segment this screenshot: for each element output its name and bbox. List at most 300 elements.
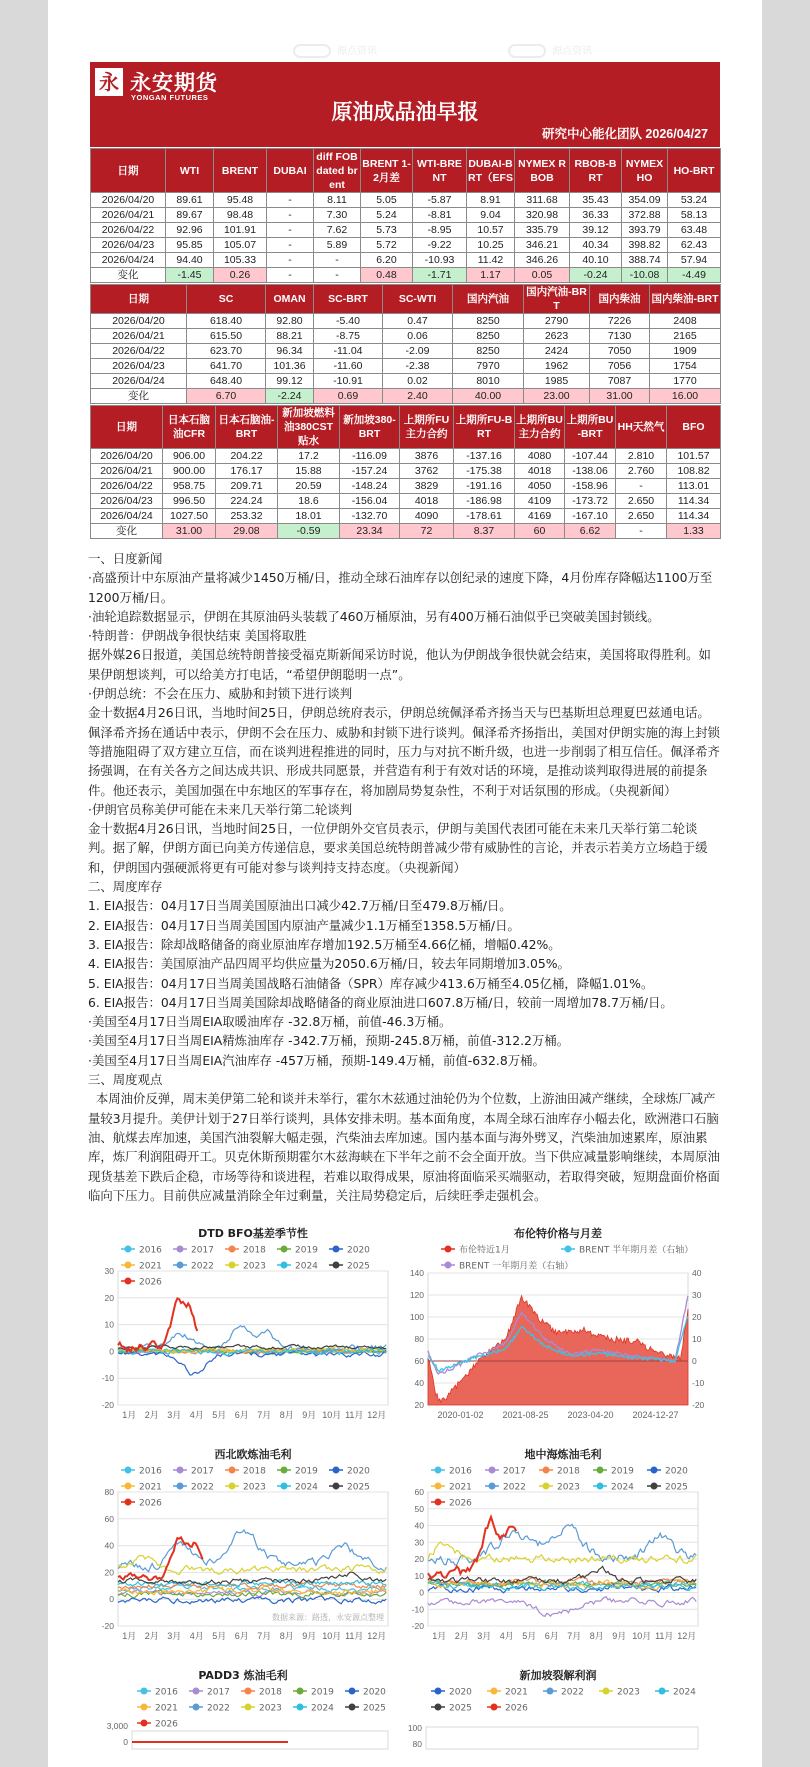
column-header: 国内汽油 <box>453 285 524 314</box>
value-cell: 2408 <box>650 314 721 329</box>
value-cell: - <box>267 223 314 238</box>
date-cell: 2026/04/24 <box>91 253 166 268</box>
change-down-cell: -0.59 <box>278 524 340 539</box>
legend-marker-icon <box>125 1467 132 1474</box>
value-cell: -8.95 <box>413 223 467 238</box>
x-tick-label: 3月 <box>167 1631 182 1642</box>
value-cell: -132.70 <box>340 509 400 524</box>
legend-item <box>121 1262 162 1272</box>
value-cell: 311.68 <box>515 193 570 208</box>
change-label: 变化 <box>91 268 166 283</box>
value-cell: 1754 <box>650 359 721 374</box>
value-cell: 4090 <box>400 509 454 524</box>
value-cell: 7226 <box>590 314 650 329</box>
column-header: 上期所FU-BRT <box>454 406 515 449</box>
legend-item <box>137 1704 178 1714</box>
value-cell: 96.34 <box>266 344 314 359</box>
legend-marker-icon <box>435 1483 442 1490</box>
news-paragraph: ·高盛预计中东原油产量将减少1450万桶/日，推动全球石油库存以创纪录的速度下降，4月份库存降幅达1100万至1200万桶/日。 <box>88 570 713 605</box>
value-cell: -5.87 <box>413 193 467 208</box>
chart-title: DTD BFO基差季节性 <box>198 1227 308 1241</box>
value-cell: - <box>314 253 361 268</box>
legend-label: 2020 <box>363 1687 386 1698</box>
value-cell: - <box>267 253 314 268</box>
legend-label: 2026 <box>139 1498 162 1509</box>
date-cell: 2026/04/21 <box>91 464 163 479</box>
value-cell: 101.57 <box>667 449 721 464</box>
table-row <box>91 509 721 524</box>
value-cell: 63.48 <box>668 223 721 238</box>
value-cell: 94.40 <box>166 253 214 268</box>
value-cell: 2.760 <box>616 464 667 479</box>
x-tick-label: 9月 <box>302 1410 317 1421</box>
value-cell: 346.26 <box>515 253 570 268</box>
value-cell: 906.00 <box>163 449 216 464</box>
plot-area <box>132 1731 388 1749</box>
x-tick-label: 2021-08-25 <box>502 1410 549 1421</box>
legend-label: 布伦特近1月 <box>459 1245 510 1256</box>
news-paragraph: ·特朗普：伊朗战争很快结束 美国将取胜 <box>88 628 307 644</box>
legend-marker-icon <box>229 1246 236 1253</box>
chart-title: PADD3 炼油毛利 <box>198 1669 288 1683</box>
value-cell: 618.40 <box>187 314 266 329</box>
table-row <box>91 464 721 479</box>
legend-marker-icon <box>245 1704 252 1711</box>
column-header: 上期所FU主力合约 <box>400 406 454 449</box>
y-tick-label: 10 <box>104 1319 114 1330</box>
news-paragraph: ·伊朗总统：不会在压力、威胁和封锁下进行谈判 <box>88 686 353 702</box>
value-cell: -116.09 <box>340 449 400 464</box>
table-row <box>91 253 721 268</box>
value-cell: 0.47 <box>383 314 453 329</box>
legend-item <box>593 1467 634 1477</box>
news-paragraph: 据外媒26日报道，美国总统特朗普接受福克斯新闻采访时说，他认为伊朗战争很快就会结束，美国将取得胜利。如果伊朗想谈判，可以给美方打电话，“希望伊朗聪明一点”。 <box>88 647 711 682</box>
legend-marker-icon <box>491 1704 498 1711</box>
series-area-brent-front-month <box>428 1296 688 1405</box>
report-title: 原油成品油早报 <box>331 100 479 124</box>
legend-item <box>277 1262 318 1272</box>
naphtha-fuel-oil-table <box>90 405 721 539</box>
legend-item <box>345 1688 386 1698</box>
x-tick-label: 8月 <box>589 1631 604 1642</box>
value-cell: 17.2 <box>278 449 340 464</box>
change-row <box>91 524 721 539</box>
y-tick-label: 140 <box>409 1268 424 1279</box>
change-row <box>91 389 721 404</box>
legend-marker-icon <box>281 1246 288 1253</box>
legend-item <box>647 1467 688 1477</box>
legend-item <box>431 1704 472 1714</box>
change-down-cell: -0.24 <box>570 268 622 283</box>
value-cell: 89.61 <box>166 193 214 208</box>
legend-label: 2019 <box>295 1245 318 1256</box>
news-paragraph: 5. EIA报告：04月17日当周美国战略石油储备（SPR）库存减少413.6万桶至4.05亿桶，降幅1.01%。 <box>88 975 654 991</box>
legend-item <box>485 1467 526 1477</box>
value-cell: 224.24 <box>216 494 278 509</box>
legend-marker-icon <box>177 1246 184 1253</box>
value-cell: -186.98 <box>454 494 515 509</box>
table-row <box>91 374 721 389</box>
legend-marker-icon <box>141 1704 148 1711</box>
y-tick-label: 80 <box>414 1334 424 1345</box>
x-tick-label: 2020-01-02 <box>437 1410 484 1421</box>
value-cell: 8.11 <box>314 193 361 208</box>
legend-marker-icon <box>435 1688 442 1695</box>
change-cell: - <box>314 268 361 283</box>
legend-item <box>345 1704 386 1714</box>
legend-label: 2023 <box>557 1482 580 1493</box>
legend-item <box>561 1244 693 1256</box>
date-cell: 2026/04/23 <box>91 494 163 509</box>
value-cell: 62.43 <box>668 238 721 253</box>
plot-area <box>118 1271 388 1405</box>
news-paragraph: ·油轮追踪数据显示，伊朗在其原油码头装载了460万桶原油，另有400万桶石油似乎已突破美国封锁线。 <box>88 608 660 624</box>
change-up-cell: 31.00 <box>590 389 650 404</box>
value-cell: 10.25 <box>467 238 515 253</box>
x-tick-label: 11月 <box>655 1631 674 1642</box>
table-header-row <box>91 149 721 193</box>
legend-label: 2025 <box>449 1703 472 1714</box>
news-paragraph: ·美国至4月17日当周EIA取暖油库存 -32.8万桶，前值-46.3万桶。 <box>88 1014 452 1030</box>
table-row <box>91 344 721 359</box>
legend-item <box>173 1483 214 1493</box>
value-cell: 176.17 <box>216 464 278 479</box>
legend-item <box>431 1499 472 1509</box>
change-up-cell: 72 <box>400 524 454 539</box>
value-cell: 105.07 <box>214 238 267 253</box>
value-cell: -191.16 <box>454 479 515 494</box>
value-cell: 5.05 <box>361 193 413 208</box>
value-cell: 105.33 <box>214 253 267 268</box>
legend-label: 2022 <box>191 1482 214 1493</box>
value-cell: 7130 <box>590 329 650 344</box>
legend-marker-icon <box>333 1246 340 1253</box>
value-cell: - <box>267 238 314 253</box>
value-cell: 204.22 <box>216 449 278 464</box>
legend-marker-icon <box>435 1467 442 1474</box>
value-cell: 7087 <box>590 374 650 389</box>
legend-label: 2024 <box>295 1482 318 1493</box>
column-header: HO-BRT <box>668 149 721 193</box>
value-cell: 4109 <box>515 494 565 509</box>
value-cell: 6.20 <box>361 253 413 268</box>
legend-label: 2025 <box>347 1261 370 1272</box>
column-header: 日期 <box>91 149 166 193</box>
value-cell: 354.09 <box>622 193 668 208</box>
value-cell: -156.04 <box>340 494 400 509</box>
news-paragraph: 金十数据4月26日讯，当地时间25日，一位伊朗外交官员表示，伊朗与美国代表团可能在未来几天举行第二轮谈判。据了解，伊朗方面已向美方传递信息，要求美国总统特朗普减少带有威胁性的言论，并表示若美方立场趋于缓和，伊朗国内强硬派将更有可能对参与谈判持支持态度。（央视新闻） <box>88 821 708 875</box>
report-content <box>88 0 728 1767</box>
legend-marker-icon <box>177 1467 184 1474</box>
legend-item <box>431 1467 472 1477</box>
y-tick-label: 30 <box>104 1266 114 1277</box>
date-cell: 2026/04/22 <box>91 479 163 494</box>
column-header: 上期所BU-BRT <box>565 406 616 449</box>
legend-item <box>173 1467 214 1477</box>
legend-item <box>121 1467 162 1477</box>
legend-marker-icon <box>125 1246 132 1253</box>
x-tick-label: 10月 <box>322 1410 342 1421</box>
legend-item <box>329 1246 370 1256</box>
legend-item <box>121 1278 162 1288</box>
y-tick-label: 40 <box>414 1520 424 1531</box>
legend-label: 2021 <box>449 1482 472 1493</box>
x-tick-label: 6月 <box>234 1631 249 1642</box>
value-cell: 40.10 <box>570 253 622 268</box>
value-cell: 108.82 <box>667 464 721 479</box>
news-paragraph: 本周油价反弹，周末美伊第二轮和谈并未举行，霍尔木兹通过油轮仍为个位数，上游油田减产继续，全球炼厂减产量较3月提升。美伊计划于27日举行谈判，具体安排未明。基本面角度，本周全球石油库存小幅去化，欧洲港口石脑油、航煤去库加速，美国汽油裂解大幅走强，汽柴油去库加速。国内基本面与海外劈叉，汽柴油加速累库，原油累库，炼厂利润阻碍开工。贝克休斯预期霍尔木兹海峡在下半年之前不会全面开放。当下供应减量影响继续，本周原油现货基差下跌后企稳，市场等待和谈进程，若难以取得成果，原油将面临采买端驱动，若取得突破，短期盘面价格面临向下压力。目前供应减量消除全年过剩量，关注局势稳定后，后续旺季走强机会。 <box>88 1091 720 1203</box>
value-cell: 114.34 <box>667 509 721 524</box>
change-up-cell: 6.70 <box>187 389 266 404</box>
legend-label: 2018 <box>243 1245 266 1256</box>
legend-label: 2026 <box>505 1703 528 1714</box>
x-tick-label: 3月 <box>167 1410 182 1421</box>
chart-padd3-margin <box>88 1665 398 1751</box>
change-up-cell: 1.33 <box>667 524 721 539</box>
value-cell: 209.71 <box>216 479 278 494</box>
change-up-cell: 60 <box>515 524 565 539</box>
change-up-cell: 2.40 <box>383 389 453 404</box>
value-cell: 3876 <box>400 449 454 464</box>
value-cell: -175.38 <box>454 464 515 479</box>
y-tick-label: -20 <box>411 1621 424 1632</box>
legend-item <box>293 1704 334 1714</box>
x-tick-label: 6月 <box>234 1410 249 1421</box>
x-tick-label: 7月 <box>567 1631 582 1642</box>
chart-title: 新加坡裂解利润 <box>519 1669 597 1683</box>
legend-marker-icon <box>125 1499 132 1506</box>
date-cell: 2026/04/23 <box>91 359 187 374</box>
legend-marker-icon <box>141 1688 148 1695</box>
y-tick-label: -20 <box>101 1400 114 1411</box>
legend-marker-icon <box>229 1262 236 1269</box>
column-header: BRENT <box>214 149 267 193</box>
legend-marker-icon <box>177 1262 184 1269</box>
y-tick-label: 0 <box>123 1737 128 1748</box>
legend-item <box>599 1688 640 1698</box>
legend-marker-icon <box>141 1720 148 1727</box>
table-row <box>91 494 721 509</box>
legend-label: 2024 <box>295 1261 318 1272</box>
x-tick-label: 4月 <box>189 1631 204 1642</box>
section-heading: 二、周度库存 <box>88 879 163 895</box>
value-cell: 53.24 <box>668 193 721 208</box>
legend-item <box>487 1688 528 1698</box>
column-header: 新加坡380-BRT <box>340 406 400 449</box>
legend-label: 2022 <box>207 1703 230 1714</box>
value-cell: 8250 <box>453 329 524 344</box>
legend-label: 2016 <box>449 1466 472 1477</box>
legend-item <box>137 1720 178 1730</box>
value-cell: 7056 <box>590 359 650 374</box>
value-cell: 4018 <box>400 494 454 509</box>
legend-label: 2020 <box>449 1687 472 1698</box>
value-cell: 253.32 <box>216 509 278 524</box>
x-tick-label: 8月 <box>279 1631 294 1642</box>
legend-item <box>189 1704 230 1714</box>
legend-marker-icon <box>349 1688 356 1695</box>
y-tick-label: 20 <box>104 1567 114 1578</box>
value-cell: 88.21 <box>266 329 314 344</box>
legend-label: 2018 <box>557 1466 580 1477</box>
table-row <box>91 193 721 208</box>
value-cell: 8.91 <box>467 193 515 208</box>
x-tick-label: 11月 <box>345 1410 364 1421</box>
legend-label: 2025 <box>665 1482 688 1493</box>
y-tick-label: 0 <box>109 1346 114 1357</box>
legend-item <box>121 1483 162 1493</box>
y2-tick-label: -10 <box>692 1378 705 1389</box>
value-cell: 92.96 <box>166 223 214 238</box>
news-paragraph: 4. EIA报告：美国原油产品四周平均供应量为2050.6万桶/日，较去年同期增加3.05%。 <box>88 956 570 972</box>
column-header: HH天然气 <box>616 406 667 449</box>
value-cell: 95.48 <box>214 193 267 208</box>
watermark-text: 源点资讯 <box>337 46 377 57</box>
legend-marker-icon <box>193 1704 200 1711</box>
series-line-2020 <box>118 1350 386 1375</box>
legend-item <box>225 1262 266 1272</box>
legend-marker-icon <box>193 1688 200 1695</box>
x-tick-label: 5月 <box>522 1631 537 1642</box>
legend-item <box>431 1483 472 1493</box>
legend-marker-icon <box>603 1688 610 1695</box>
news-paragraph: ·伊朗官员称美伊可能在未来几天举行第二轮谈判 <box>88 801 353 817</box>
legend-label: 2018 <box>243 1466 266 1477</box>
y-tick-label: 100 <box>407 1723 422 1734</box>
value-cell: -2.09 <box>383 344 453 359</box>
legend-label: 2016 <box>155 1687 178 1698</box>
value-cell: 1985 <box>524 374 590 389</box>
series-line-2026 <box>118 1537 203 1580</box>
y-tick-label: 20 <box>414 1554 424 1565</box>
value-cell: 113.01 <box>667 479 721 494</box>
legend-marker-icon <box>543 1483 550 1490</box>
legend-marker-icon <box>651 1483 658 1490</box>
column-header: 上期所BU主力合约 <box>515 406 565 449</box>
x-tick-label: 7月 <box>257 1410 272 1421</box>
value-cell: 320.98 <box>515 208 570 223</box>
value-cell: -158.96 <box>565 479 616 494</box>
value-cell: -107.44 <box>565 449 616 464</box>
value-cell: 346.21 <box>515 238 570 253</box>
legend-label: 2026 <box>139 1277 162 1288</box>
legend-label: 2017 <box>191 1466 214 1477</box>
date-cell: 2026/04/22 <box>91 344 187 359</box>
crude-benchmark-table <box>90 148 721 283</box>
date-cell: 2026/04/21 <box>91 329 187 344</box>
legend-label: 2021 <box>139 1482 162 1493</box>
column-header: 国内柴油-BRT <box>650 285 721 314</box>
value-cell: 2.650 <box>616 509 667 524</box>
y-tick-label: 50 <box>414 1503 424 1514</box>
x-tick-label: 5月 <box>212 1410 227 1421</box>
value-cell: 4169 <box>515 509 565 524</box>
date-cell: 2026/04/24 <box>91 509 163 524</box>
column-header: 日本石脑油-BRT <box>216 406 278 449</box>
value-cell: -9.22 <box>413 238 467 253</box>
change-up-cell: 1.17 <box>467 268 515 283</box>
value-cell: 15.88 <box>278 464 340 479</box>
chart-title: 地中海炼油毛利 <box>524 1448 602 1462</box>
legend-label: 2017 <box>191 1245 214 1256</box>
value-cell: -5.40 <box>314 314 383 329</box>
legend-marker-icon <box>597 1483 604 1490</box>
table-row <box>91 238 721 253</box>
x-tick-label: 10月 <box>632 1631 652 1642</box>
change-label: 变化 <box>91 389 187 404</box>
column-header: SC-WTI <box>383 285 453 314</box>
legend-item <box>441 1260 573 1272</box>
y-tick-label: 20 <box>104 1292 114 1303</box>
value-cell: 40.34 <box>570 238 622 253</box>
change-down-cell: -4.49 <box>668 268 721 283</box>
legend-marker-icon <box>229 1467 236 1474</box>
x-tick-label: 4月 <box>499 1631 514 1642</box>
legend-item <box>485 1483 526 1493</box>
x-tick-label: 5月 <box>212 1631 227 1642</box>
y2-tick-label: 10 <box>692 1334 702 1345</box>
legend-item <box>329 1467 370 1477</box>
legend-label: 2024 <box>673 1687 696 1698</box>
legend-label: BRENT 一年期月差（右轴） <box>459 1261 574 1272</box>
legend-marker-icon <box>349 1704 356 1711</box>
y2-tick-label: 40 <box>692 1268 702 1279</box>
table-header-row <box>91 285 721 314</box>
legend-label: 2017 <box>503 1466 526 1477</box>
legend-marker-icon <box>491 1688 498 1695</box>
logo-company-name: 永安期货 <box>130 71 218 95</box>
chart-grid <box>88 1223 728 1757</box>
value-cell: 99.12 <box>266 374 314 389</box>
legend-label: 2024 <box>611 1482 634 1493</box>
date-cell: 2026/04/20 <box>91 193 166 208</box>
y2-tick-label: 20 <box>692 1312 702 1323</box>
column-header: OMAN <box>266 285 314 314</box>
value-cell: 4050 <box>515 479 565 494</box>
column-header: 新加坡燃料油380CST贴水 <box>278 406 340 449</box>
legend-item <box>539 1483 580 1493</box>
legend-item <box>329 1262 370 1272</box>
value-cell: 335.79 <box>515 223 570 238</box>
x-tick-label: 6月 <box>544 1631 559 1642</box>
column-header: 国内柴油 <box>590 285 650 314</box>
column-header: SC <box>187 285 266 314</box>
legend-item <box>593 1483 634 1493</box>
x-tick-label: 1月 <box>432 1631 447 1642</box>
legend-label: 2020 <box>665 1466 688 1477</box>
value-cell: 623.70 <box>187 344 266 359</box>
domestic-products-table <box>90 284 721 404</box>
change-down-cell: -1.71 <box>413 268 467 283</box>
legend-marker-icon <box>245 1688 252 1695</box>
legend-marker-icon <box>297 1688 304 1695</box>
value-cell: 95.85 <box>166 238 214 253</box>
legend-item <box>241 1704 282 1714</box>
value-cell: 89.67 <box>166 208 214 223</box>
y-tick-label: 60 <box>414 1356 424 1367</box>
value-cell: 7.62 <box>314 223 361 238</box>
plot-area <box>118 1492 388 1626</box>
legend-label: 2025 <box>363 1703 386 1714</box>
news-paragraph: 金十数据4月26日讯，当地时间25日，伊朗总统府表示，伊朗总统佩泽希齐扬当天与巴基斯坦总理夏巴兹通电话。佩泽希齐扬在通话中表示，伊朗不会在压力、威胁和封锁下进行谈判。佩泽希齐扬指出，美国对伊朗实施的海上封锁等措施阻碍了双方建立互信，而在谈判进程推进的同时，压力与对抗不断升级，也进一步削弱了相互信任。佩泽希齐扬强调，在有关各方之间达成共识、形成共同愿景，并营造有利于有效对话的环境，是推动谈判取得进展的前提条件。他还表示，美国加强在中东地区的军事存在，将加剧局势复杂性，不利于对话氛围的形成。（央视新闻） <box>88 705 720 798</box>
date-cell: 2026/04/24 <box>91 374 187 389</box>
table-row <box>91 359 721 374</box>
value-cell: 8250 <box>453 314 524 329</box>
y-tick-label: 80 <box>104 1487 114 1498</box>
value-cell: 3829 <box>400 479 454 494</box>
chart-brent-price-spread <box>398 1223 728 1438</box>
y-tick-label: 120 <box>409 1290 424 1301</box>
